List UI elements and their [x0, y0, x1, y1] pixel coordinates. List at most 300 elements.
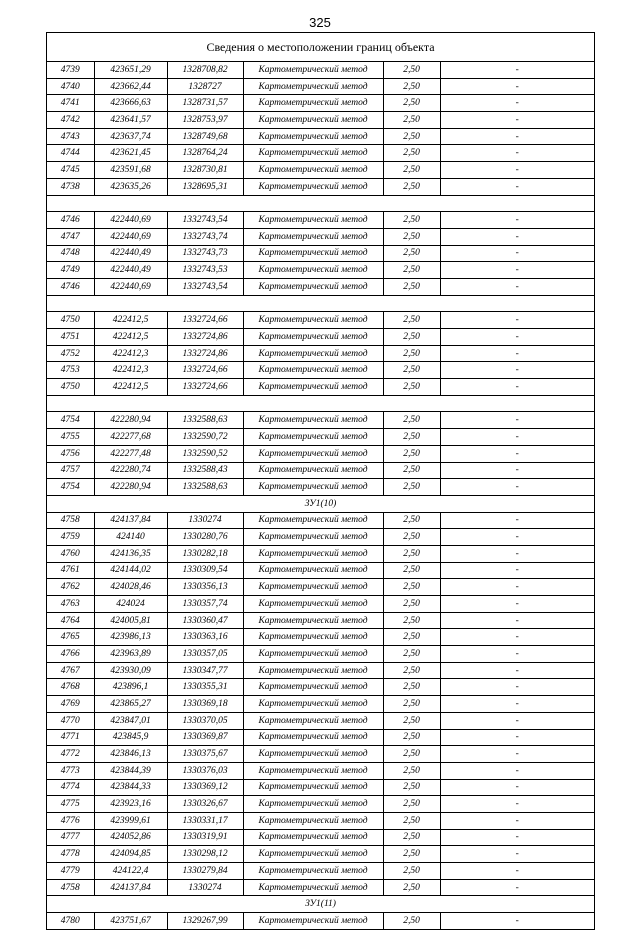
table-row — [47, 262, 594, 279]
x-coordinate-cell: 422280,74 — [94, 462, 167, 479]
point-number-cell: 4746 — [47, 278, 94, 295]
x-coordinate-cell: 423666,63 — [94, 95, 167, 112]
point-number-cell: 4755 — [47, 429, 94, 446]
method-cell: Картометрический метод — [243, 78, 383, 95]
point-number-cell: 4750 — [47, 379, 94, 396]
method-cell: Картометрический метод — [243, 445, 383, 462]
point-number-cell: 4771 — [47, 729, 94, 746]
accuracy-cell: 2,50 — [383, 95, 440, 112]
accuracy-cell: 2,50 — [383, 796, 440, 813]
point-number-cell: 4743 — [47, 128, 94, 145]
y-coordinate-cell: 1330274 — [167, 512, 243, 529]
table-row — [47, 762, 594, 779]
y-coordinate-cell: 1330309,54 — [167, 562, 243, 579]
y-coordinate-cell: 1332724,66 — [167, 312, 243, 329]
method-cell: Картометрический метод — [243, 228, 383, 245]
y-coordinate-cell: 1330279,84 — [167, 863, 243, 880]
accuracy-cell: 2,50 — [383, 829, 440, 846]
method-cell: Картометрический метод — [243, 112, 383, 129]
method-cell: Картометрический метод — [243, 729, 383, 746]
x-coordinate-cell: 422412,3 — [94, 362, 167, 379]
x-coordinate-cell: 424028,46 — [94, 579, 167, 596]
x-coordinate-cell: 423591,68 — [94, 162, 167, 179]
y-coordinate-cell: 1328727 — [167, 78, 243, 95]
point-number-cell: 4774 — [47, 779, 94, 796]
point-number-cell: 4776 — [47, 812, 94, 829]
boundary-table-sheet — [46, 32, 595, 930]
method-cell: Картометрический метод — [243, 863, 383, 880]
point-number-cell: 4758 — [47, 512, 94, 529]
point-number-cell: 4770 — [47, 712, 94, 729]
page-number: 325 — [309, 15, 331, 30]
accuracy-cell: 2,50 — [383, 78, 440, 95]
accuracy-cell: 2,50 — [383, 863, 440, 880]
table-row — [47, 162, 594, 179]
point-number-cell: 4758 — [47, 879, 94, 896]
table-row — [47, 379, 594, 396]
accuracy-cell: 2,50 — [383, 245, 440, 262]
table-row — [47, 746, 594, 763]
accuracy-cell: 2,50 — [383, 445, 440, 462]
description-cell: - — [440, 779, 594, 796]
table-row — [47, 679, 594, 696]
description-cell: - — [440, 545, 594, 562]
table-row — [47, 445, 594, 462]
description-cell: - — [440, 212, 594, 229]
accuracy-cell: 2,50 — [383, 462, 440, 479]
separator-row — [47, 195, 594, 212]
table-row — [47, 212, 594, 229]
accuracy-cell: 2,50 — [383, 762, 440, 779]
description-cell: - — [440, 112, 594, 129]
point-number-cell: 4738 — [47, 178, 94, 195]
description-cell: - — [440, 412, 594, 429]
accuracy-cell: 2,50 — [383, 262, 440, 279]
accuracy-cell: 2,50 — [383, 178, 440, 195]
accuracy-cell: 2,50 — [383, 545, 440, 562]
separator-cell — [47, 195, 594, 212]
description-cell: - — [440, 662, 594, 679]
point-number-cell: 4746 — [47, 212, 94, 229]
table-row — [47, 362, 594, 379]
x-coordinate-cell: 422440,69 — [94, 278, 167, 295]
table-row — [47, 178, 594, 195]
table-row — [47, 545, 594, 562]
x-coordinate-cell: 424094,85 — [94, 846, 167, 863]
method-cell: Картометрический метод — [243, 95, 383, 112]
x-coordinate-cell: 423844,39 — [94, 762, 167, 779]
separator-cell — [47, 295, 594, 312]
method-cell: Картометрический метод — [243, 178, 383, 195]
table-row — [47, 329, 594, 346]
method-cell: Картометрический метод — [243, 579, 383, 596]
description-cell: - — [440, 562, 594, 579]
description-cell: - — [440, 796, 594, 813]
method-cell: Картометрический метод — [243, 879, 383, 896]
zone-label: ЗУ1(11) — [47, 896, 594, 913]
point-number-cell: 4752 — [47, 345, 94, 362]
method-cell: Картометрический метод — [243, 462, 383, 479]
accuracy-cell: 2,50 — [383, 379, 440, 396]
accuracy-cell: 2,50 — [383, 646, 440, 663]
accuracy-cell: 2,50 — [383, 162, 440, 179]
zone-label: ЗУ1(10) — [47, 495, 594, 512]
y-coordinate-cell: 1332743,54 — [167, 212, 243, 229]
table-row — [47, 145, 594, 162]
method-cell: Картометрический метод — [243, 245, 383, 262]
separator-row — [47, 295, 594, 312]
table-row — [47, 863, 594, 880]
method-cell: Картометрический метод — [243, 712, 383, 729]
y-coordinate-cell: 1330375,67 — [167, 746, 243, 763]
description-cell: - — [440, 178, 594, 195]
y-coordinate-cell: 1330363,16 — [167, 629, 243, 646]
y-coordinate-cell: 1332743,53 — [167, 262, 243, 279]
point-number-cell: 4750 — [47, 312, 94, 329]
x-coordinate-cell: 424137,84 — [94, 512, 167, 529]
x-coordinate-cell: 423865,27 — [94, 696, 167, 713]
table-row — [47, 345, 594, 362]
description-cell: - — [440, 329, 594, 346]
table-row — [47, 78, 594, 95]
point-number-cell: 4766 — [47, 646, 94, 663]
x-coordinate-cell: 423651,29 — [94, 62, 167, 78]
y-coordinate-cell: 1332743,74 — [167, 228, 243, 245]
table-row — [47, 479, 594, 496]
description-cell: - — [440, 879, 594, 896]
x-coordinate-cell: 422277,48 — [94, 445, 167, 462]
x-coordinate-cell: 422277,68 — [94, 429, 167, 446]
table-row — [47, 245, 594, 262]
description-cell: - — [440, 746, 594, 763]
method-cell: Картометрический метод — [243, 646, 383, 663]
y-coordinate-cell: 1328730,81 — [167, 162, 243, 179]
accuracy-cell: 2,50 — [383, 429, 440, 446]
point-number-cell: 4780 — [47, 913, 94, 929]
accuracy-cell: 2,50 — [383, 879, 440, 896]
description-cell: - — [440, 696, 594, 713]
table-row — [47, 278, 594, 295]
y-coordinate-cell: 1330355,31 — [167, 679, 243, 696]
x-coordinate-cell: 423637,74 — [94, 128, 167, 145]
description-cell: - — [440, 712, 594, 729]
method-cell: Картометрический метод — [243, 746, 383, 763]
y-coordinate-cell: 1332724,66 — [167, 362, 243, 379]
point-number-cell: 4757 — [47, 462, 94, 479]
method-cell: Картометрический метод — [243, 162, 383, 179]
point-number-cell: 4767 — [47, 662, 94, 679]
point-number-cell: 4772 — [47, 746, 94, 763]
method-cell: Картометрический метод — [243, 479, 383, 496]
x-coordinate-cell: 422440,69 — [94, 212, 167, 229]
x-coordinate-cell: 422280,94 — [94, 412, 167, 429]
method-cell: Картометрический метод — [243, 212, 383, 229]
description-cell: - — [440, 512, 594, 529]
accuracy-cell: 2,50 — [383, 128, 440, 145]
table-row — [47, 312, 594, 329]
accuracy-cell: 2,50 — [383, 512, 440, 529]
point-number-cell: 4769 — [47, 696, 94, 713]
table-row — [47, 846, 594, 863]
method-cell: Картометрический метод — [243, 562, 383, 579]
y-coordinate-cell: 1332588,63 — [167, 412, 243, 429]
point-number-cell: 4761 — [47, 562, 94, 579]
method-cell: Картометрический метод — [243, 278, 383, 295]
description-cell: - — [440, 479, 594, 496]
method-cell: Картометрический метод — [243, 512, 383, 529]
point-number-cell: 4751 — [47, 329, 94, 346]
table-row — [47, 562, 594, 579]
table-row — [47, 462, 594, 479]
accuracy-cell: 2,50 — [383, 562, 440, 579]
y-coordinate-cell: 1330357,74 — [167, 596, 243, 613]
y-coordinate-cell: 1330369,87 — [167, 729, 243, 746]
x-coordinate-cell: 424137,84 — [94, 879, 167, 896]
table-row — [47, 128, 594, 145]
point-number-cell: 4762 — [47, 579, 94, 596]
description-cell: - — [440, 679, 594, 696]
accuracy-cell: 2,50 — [383, 612, 440, 629]
table-row — [47, 596, 594, 613]
y-coordinate-cell: 1329267,99 — [167, 913, 243, 929]
accuracy-cell: 2,50 — [383, 228, 440, 245]
method-cell: Картометрический метод — [243, 762, 383, 779]
point-number-cell: 4747 — [47, 228, 94, 245]
y-coordinate-cell: 1332743,54 — [167, 278, 243, 295]
description-cell: - — [440, 228, 594, 245]
x-coordinate-cell: 424136,35 — [94, 545, 167, 562]
description-cell: - — [440, 278, 594, 295]
description-cell: - — [440, 846, 594, 863]
x-coordinate-cell: 423845,9 — [94, 729, 167, 746]
method-cell: Картометрический метод — [243, 262, 383, 279]
accuracy-cell: 2,50 — [383, 112, 440, 129]
y-coordinate-cell: 1332743,73 — [167, 245, 243, 262]
point-number-cell: 4754 — [47, 479, 94, 496]
x-coordinate-cell: 423847,01 — [94, 712, 167, 729]
y-coordinate-cell: 1328764,24 — [167, 145, 243, 162]
method-cell: Картометрический метод — [243, 312, 383, 329]
accuracy-cell: 2,50 — [383, 846, 440, 863]
description-cell: - — [440, 128, 594, 145]
point-number-cell: 4749 — [47, 262, 94, 279]
x-coordinate-cell: 424140 — [94, 529, 167, 546]
description-cell: - — [440, 379, 594, 396]
description-cell: - — [440, 145, 594, 162]
x-coordinate-cell: 422440,49 — [94, 262, 167, 279]
y-coordinate-cell: 1330369,12 — [167, 779, 243, 796]
table-row — [47, 729, 594, 746]
y-coordinate-cell: 1328695,31 — [167, 178, 243, 195]
x-coordinate-cell: 423641,57 — [94, 112, 167, 129]
table-row — [47, 62, 594, 78]
point-number-cell: 4748 — [47, 245, 94, 262]
accuracy-cell: 2,50 — [383, 629, 440, 646]
separator-cell — [47, 395, 594, 412]
description-cell: - — [440, 95, 594, 112]
x-coordinate-cell: 423930,09 — [94, 662, 167, 679]
point-number-cell: 4773 — [47, 762, 94, 779]
accuracy-cell: 2,50 — [383, 596, 440, 613]
description-cell: - — [440, 345, 594, 362]
accuracy-cell: 2,50 — [383, 913, 440, 929]
x-coordinate-cell: 422412,3 — [94, 345, 167, 362]
y-coordinate-cell: 1330357,05 — [167, 646, 243, 663]
table-row — [47, 829, 594, 846]
accuracy-cell: 2,50 — [383, 712, 440, 729]
point-number-cell: 4764 — [47, 612, 94, 629]
description-cell: - — [440, 312, 594, 329]
x-coordinate-cell: 422412,5 — [94, 379, 167, 396]
description-cell: - — [440, 429, 594, 446]
description-cell: - — [440, 762, 594, 779]
method-cell: Картометрический метод — [243, 362, 383, 379]
table-row — [47, 112, 594, 129]
description-cell: - — [440, 913, 594, 929]
description-cell: - — [440, 596, 594, 613]
point-number-cell: 4768 — [47, 679, 94, 696]
table-row — [47, 579, 594, 596]
description-cell: - — [440, 629, 594, 646]
x-coordinate-cell: 423621,45 — [94, 145, 167, 162]
method-cell: Картометрический метод — [243, 629, 383, 646]
zone-header-row — [47, 495, 594, 512]
y-coordinate-cell: 1332724,66 — [167, 379, 243, 396]
accuracy-cell: 2,50 — [383, 362, 440, 379]
x-coordinate-cell: 424005,81 — [94, 612, 167, 629]
description-cell: - — [440, 245, 594, 262]
method-cell: Картометрический метод — [243, 779, 383, 796]
description-cell: - — [440, 362, 594, 379]
x-coordinate-cell: 424144,02 — [94, 562, 167, 579]
method-cell: Картометрический метод — [243, 128, 383, 145]
point-number-cell: 4760 — [47, 545, 94, 562]
table-row — [47, 812, 594, 829]
point-number-cell: 4742 — [47, 112, 94, 129]
description-cell: - — [440, 78, 594, 95]
y-coordinate-cell: 1328753,97 — [167, 112, 243, 129]
point-number-cell: 4779 — [47, 863, 94, 880]
point-number-cell: 4765 — [47, 629, 94, 646]
table-row — [47, 646, 594, 663]
table-row — [47, 228, 594, 245]
point-number-cell: 4763 — [47, 596, 94, 613]
method-cell: Картометрический метод — [243, 412, 383, 429]
table-row — [47, 529, 594, 546]
accuracy-cell: 2,50 — [383, 412, 440, 429]
separator-row — [47, 395, 594, 412]
method-cell: Картометрический метод — [243, 145, 383, 162]
point-number-cell: 4756 — [47, 445, 94, 462]
x-coordinate-cell: 422440,69 — [94, 228, 167, 245]
x-coordinate-cell: 422412,5 — [94, 329, 167, 346]
accuracy-cell: 2,50 — [383, 329, 440, 346]
x-coordinate-cell: 423635,26 — [94, 178, 167, 195]
point-number-cell: 4740 — [47, 78, 94, 95]
x-coordinate-cell: 422412,5 — [94, 312, 167, 329]
description-cell: - — [440, 62, 594, 78]
method-cell: Картометрический метод — [243, 846, 383, 863]
y-coordinate-cell: 1330331,17 — [167, 812, 243, 829]
y-coordinate-cell: 1330376,03 — [167, 762, 243, 779]
description-cell: - — [440, 162, 594, 179]
table-row — [47, 412, 594, 429]
method-cell: Картометрический метод — [243, 62, 383, 78]
x-coordinate-cell: 422280,94 — [94, 479, 167, 496]
x-coordinate-cell: 424052,86 — [94, 829, 167, 846]
accuracy-cell: 2,50 — [383, 746, 440, 763]
table-row — [47, 879, 594, 896]
y-coordinate-cell: 1330319,91 — [167, 829, 243, 846]
x-coordinate-cell: 423662,44 — [94, 78, 167, 95]
x-coordinate-cell: 423846,13 — [94, 746, 167, 763]
table-row — [47, 796, 594, 813]
zone-header-row — [47, 896, 594, 913]
point-number-cell: 4744 — [47, 145, 94, 162]
y-coordinate-cell: 1332724,86 — [167, 345, 243, 362]
table-row — [47, 629, 594, 646]
x-coordinate-cell: 423896,1 — [94, 679, 167, 696]
y-coordinate-cell: 1330282,18 — [167, 545, 243, 562]
description-cell: - — [440, 462, 594, 479]
y-coordinate-cell: 1330298,12 — [167, 846, 243, 863]
method-cell: Картометрический метод — [243, 612, 383, 629]
x-coordinate-cell: 423923,16 — [94, 796, 167, 813]
point-number-cell: 4778 — [47, 846, 94, 863]
section-title: Сведения о местоположении границ объекта — [47, 33, 594, 62]
x-coordinate-cell: 424122,4 — [94, 863, 167, 880]
method-cell: Картометрический метод — [243, 913, 383, 929]
y-coordinate-cell: 1330369,18 — [167, 696, 243, 713]
y-coordinate-cell: 1330280,76 — [167, 529, 243, 546]
accuracy-cell: 2,50 — [383, 529, 440, 546]
description-cell: - — [440, 863, 594, 880]
point-number-cell: 4741 — [47, 95, 94, 112]
y-coordinate-cell: 1330360,47 — [167, 612, 243, 629]
accuracy-cell: 2,50 — [383, 62, 440, 78]
table-row — [47, 512, 594, 529]
point-number-cell: 4745 — [47, 162, 94, 179]
x-coordinate-cell: 423986,13 — [94, 629, 167, 646]
y-coordinate-cell: 1330356,13 — [167, 579, 243, 596]
method-cell: Картометрический метод — [243, 662, 383, 679]
point-number-cell: 4759 — [47, 529, 94, 546]
x-coordinate-cell: 423844,33 — [94, 779, 167, 796]
accuracy-cell: 2,50 — [383, 779, 440, 796]
method-cell: Картометрический метод — [243, 796, 383, 813]
point-number-cell: 4753 — [47, 362, 94, 379]
description-cell: - — [440, 729, 594, 746]
coordinates-table — [47, 62, 594, 929]
x-coordinate-cell: 424024 — [94, 596, 167, 613]
method-cell: Картометрический метод — [243, 345, 383, 362]
y-coordinate-cell: 1328708,82 — [167, 62, 243, 78]
y-coordinate-cell: 1332724,86 — [167, 329, 243, 346]
y-coordinate-cell: 1328731,57 — [167, 95, 243, 112]
accuracy-cell: 2,50 — [383, 662, 440, 679]
y-coordinate-cell: 1330274 — [167, 879, 243, 896]
table-row — [47, 779, 594, 796]
x-coordinate-cell: 423999,61 — [94, 812, 167, 829]
accuracy-cell: 2,50 — [383, 312, 440, 329]
method-cell: Картометрический метод — [243, 696, 383, 713]
x-coordinate-cell: 423963,89 — [94, 646, 167, 663]
method-cell: Картометрический метод — [243, 829, 383, 846]
accuracy-cell: 2,50 — [383, 679, 440, 696]
table-row — [47, 696, 594, 713]
accuracy-cell: 2,50 — [383, 345, 440, 362]
accuracy-cell: 2,50 — [383, 729, 440, 746]
